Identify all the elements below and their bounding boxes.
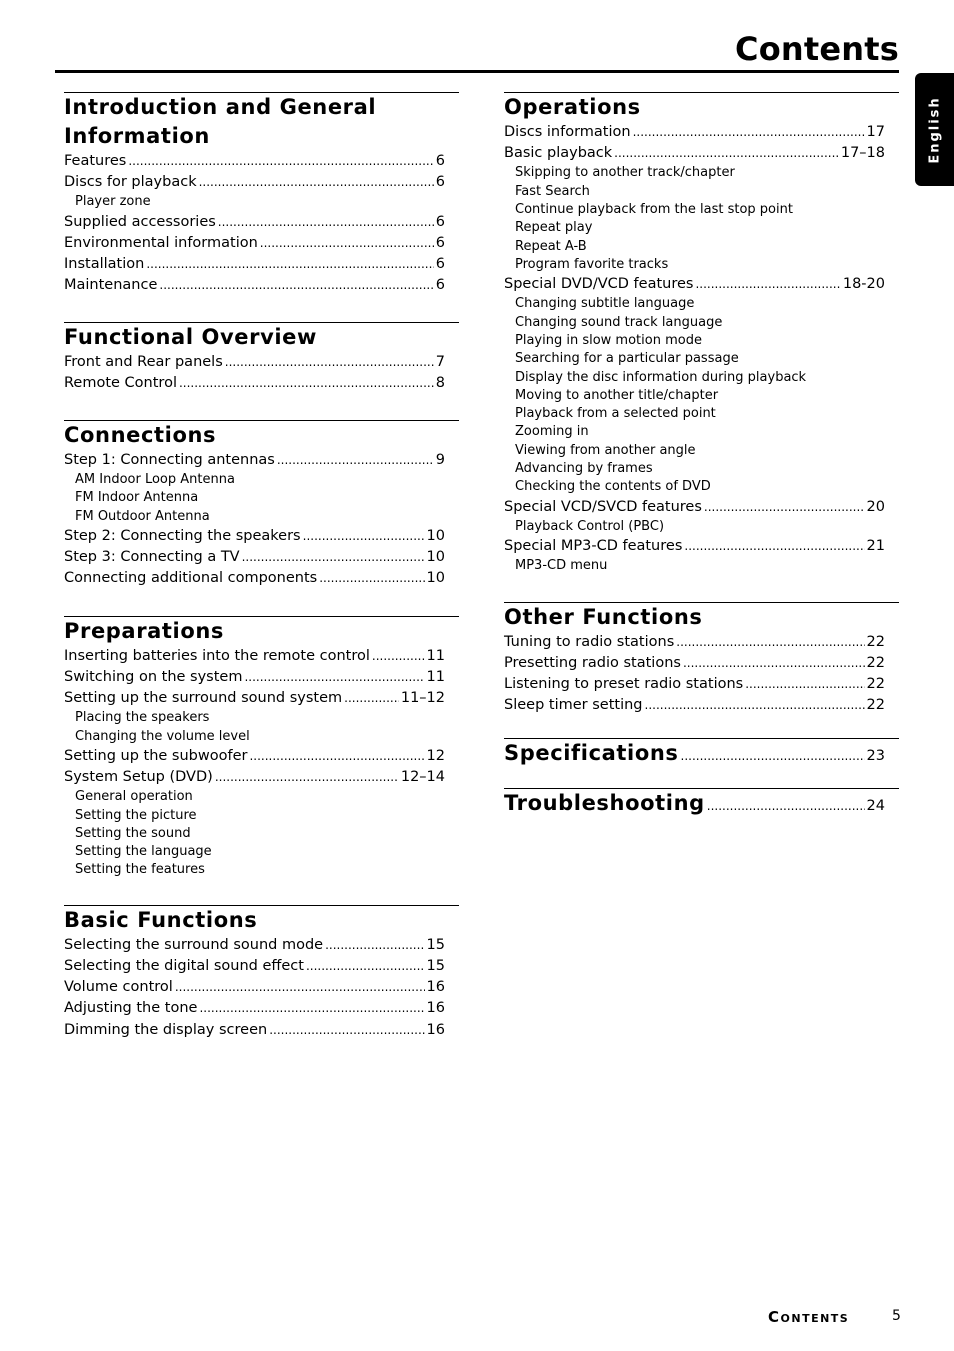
page-number: 22: [866, 697, 885, 714]
toc-subentry: Setting the picture: [75, 807, 197, 823]
dot-leader: [707, 799, 865, 813]
dot-leader: [244, 667, 424, 688]
entry-label: Presetting radio stations: [504, 654, 681, 671]
dot-leader: [684, 536, 864, 557]
entry-label: Connecting additional components: [64, 570, 318, 587]
toc-entry[interactable]: [64, 568, 445, 589]
footer-section-label: Contents: [768, 1308, 850, 1326]
dot-leader: [633, 122, 865, 143]
entry-label: Basic playback: [504, 145, 613, 162]
dot-leader: [249, 746, 424, 767]
toc-entry[interactable]: [64, 746, 445, 767]
dot-leader: [128, 151, 433, 172]
toc-subentry: Player zone: [75, 194, 151, 210]
toc-entry[interactable]: [504, 653, 885, 674]
entry-label: Selecting the digital sound effect: [64, 957, 304, 974]
dot-leader: [199, 998, 424, 1019]
toc-subentry: Playback Control (PBC): [515, 518, 665, 534]
entry-label: Special MP3-CD features: [504, 538, 683, 555]
toc-entry[interactable]: [504, 274, 885, 295]
section-heading: Connections: [64, 422, 217, 447]
page-number: 7: [435, 353, 445, 370]
page-number: 11: [426, 647, 445, 664]
toc-section-functional-overview: [64, 322, 459, 394]
page-number: 6: [435, 256, 445, 273]
toc-section-introduction-and-general-information: [64, 92, 459, 297]
page-number: 16: [426, 979, 445, 996]
entry-label: Step 3: Connecting a TV: [64, 549, 240, 566]
page-number: 22: [866, 654, 885, 671]
toc-entry[interactable]: [504, 497, 885, 518]
page-number: 20: [866, 498, 885, 515]
toc-section-basic-functions: [64, 905, 459, 1041]
page-number: 17–18: [840, 145, 885, 162]
toc-subentry: Changing subtitle language: [515, 296, 695, 312]
toc-entry[interactable]: [64, 151, 445, 172]
toc-entry[interactable]: [64, 212, 445, 233]
toc-subentry: Skipping to another track/chapter: [515, 165, 735, 181]
entry-label: Special DVD/VCD features: [504, 276, 694, 293]
toc-subentry: Repeat play: [515, 220, 593, 236]
toc-subentry: Fast Search: [515, 183, 590, 199]
entry-label: Tuning to radio stations: [504, 633, 675, 650]
dot-leader: [175, 977, 425, 998]
page-number: 16: [426, 1021, 445, 1038]
entry-label: Features: [64, 153, 127, 169]
page-number: 22: [866, 676, 885, 693]
dot-leader: [372, 646, 425, 667]
toc-subentry: Advancing by frames: [515, 461, 653, 477]
entry-label: Setting up the surround sound system: [64, 690, 343, 707]
dot-leader: [242, 547, 425, 568]
toc-subentry: Program favorite tracks: [515, 256, 669, 272]
section-heading: Introduction and General Information: [64, 95, 377, 148]
entry-label: Adjusting the tone: [64, 1000, 198, 1017]
toc-entry[interactable]: [64, 998, 445, 1019]
toc-entry[interactable]: [64, 275, 445, 296]
toc-entry[interactable]: [64, 935, 445, 956]
toc-entry[interactable]: [64, 646, 445, 667]
toc-subentry: General operation: [75, 789, 193, 805]
toc-subentry: Setting the language: [75, 844, 212, 860]
section-heading: Troubleshooting: [504, 791, 705, 816]
page-number: 6: [435, 277, 445, 294]
dot-leader: [159, 275, 433, 296]
entry-label: Environmental information: [64, 234, 258, 251]
dot-leader: [269, 1020, 424, 1041]
toc-entry[interactable]: [64, 688, 445, 709]
page-number: 10: [426, 528, 445, 545]
dot-leader: [277, 450, 434, 471]
toc-subentry: Placing the speakers: [75, 710, 210, 726]
entry-label: Listening to preset radio stations: [504, 676, 744, 693]
section-heading: Preparations: [64, 618, 225, 643]
toc-subentry: Checking the contents of DVD: [515, 479, 711, 495]
toc-subentry: Zooming in: [515, 424, 589, 440]
page-number: 6: [435, 153, 445, 169]
toc-entry[interactable]: [504, 674, 885, 695]
entry-label: Volume control: [64, 979, 173, 996]
toc-entry[interactable]: [64, 667, 445, 688]
page-number: 8: [435, 374, 445, 391]
toc-left-column: [64, 92, 459, 1041]
toc-subentry: AM Indoor Loop Antenna: [75, 472, 235, 488]
toc-entry[interactable]: [504, 143, 885, 164]
dot-leader: [225, 352, 434, 373]
toc-entry[interactable]: [504, 695, 885, 716]
toc-subentry: Moving to another title/chapter: [515, 387, 719, 403]
language-tab: [915, 73, 954, 186]
page-number: 12–14: [400, 769, 445, 786]
dot-leader: [614, 143, 839, 164]
page-number: 24: [866, 798, 885, 815]
entry-label: Setting up the subwoofer: [64, 747, 248, 764]
toc-subentry: Searching for a particular passage: [515, 351, 739, 367]
section-heading: Operations: [504, 95, 641, 119]
dot-leader: [704, 497, 865, 518]
page-number: 18-20: [842, 276, 885, 293]
page-number: 21: [866, 538, 885, 555]
page-number: 12: [426, 747, 445, 764]
dot-leader: [645, 695, 865, 716]
toc-right-column: [504, 92, 899, 818]
language-tab-label: English: [927, 95, 942, 164]
entry-label: Step 1: Connecting antennas: [64, 451, 275, 468]
toc-entry[interactable]: [64, 526, 445, 547]
dot-leader: [695, 274, 840, 295]
dot-leader: [325, 935, 424, 956]
toc-section-troubleshooting: [504, 788, 899, 818]
page-number: 11: [426, 668, 445, 685]
toc-subentry: Display the disc information during playback: [515, 369, 807, 385]
entry-label: Discs for playback: [64, 174, 197, 191]
page-number: 11–12: [400, 690, 445, 707]
toc-section-entry[interactable]: [504, 789, 885, 818]
page-title: Contents: [735, 30, 899, 68]
page-number: 15: [426, 957, 445, 974]
toc-entry[interactable]: [64, 956, 445, 977]
entry-label: Discs information: [504, 124, 631, 140]
entry-label: Sleep timer setting: [504, 697, 643, 714]
page-number: 10: [426, 570, 445, 587]
toc-subentry: Setting the features: [75, 862, 205, 878]
entry-label: Maintenance: [64, 277, 158, 294]
toc-section-other-functions: [504, 602, 899, 717]
toc-subentry: Playing in slow motion mode: [515, 332, 702, 348]
toc-subentry: Viewing from another angle: [515, 442, 696, 458]
toc-entry[interactable]: [64, 1020, 445, 1041]
toc-entry[interactable]: [64, 254, 445, 275]
entry-label: Installation: [64, 256, 145, 273]
toc-entry[interactable]: [64, 373, 445, 394]
page-number: 6: [435, 174, 445, 191]
toc-entry[interactable]: [64, 233, 445, 254]
toc-entry[interactable]: [504, 122, 885, 143]
toc-subentry: Continue playback from the last stop point: [515, 202, 793, 217]
dot-leader: [681, 749, 865, 763]
section-heading: Functional Overview: [64, 324, 318, 349]
entry-label: Switching on the system: [64, 668, 243, 685]
page-number: 10: [426, 549, 445, 566]
page-number: 15: [426, 936, 445, 953]
toc-entry[interactable]: [64, 172, 445, 193]
entry-label: Front and Rear panels: [64, 353, 223, 370]
toc-subentry: FM Outdoor Antenna: [75, 508, 210, 524]
dot-leader: [683, 653, 865, 674]
dot-leader: [319, 568, 424, 589]
toc-section-connections: [64, 420, 459, 590]
toc-subentry: Changing sound track language: [515, 314, 723, 330]
entry-label: System Setup (DVD): [64, 769, 213, 786]
entry-label: Selecting the surround sound mode: [64, 936, 324, 953]
footer-page-number: 5: [892, 1308, 901, 1324]
toc-entry[interactable]: [64, 450, 445, 471]
toc-subentry: FM Indoor Antenna: [75, 490, 199, 506]
entry-label: Dimming the display screen: [64, 1021, 268, 1038]
dot-leader: [215, 767, 399, 788]
page-number: 22: [866, 633, 885, 650]
toc-subentry: Repeat A-B: [515, 238, 587, 254]
dot-leader: [218, 212, 434, 233]
toc-section-operations: [504, 92, 899, 576]
toc-subentry: Setting the sound: [75, 825, 191, 841]
page-number: 9: [435, 451, 445, 468]
page-number: 6: [435, 234, 445, 251]
toc-subentry: Playback from a selected point: [515, 406, 716, 422]
entry-label: Special VCD/SVCD features: [504, 498, 702, 515]
dot-leader: [745, 674, 864, 695]
toc-entry[interactable]: [64, 767, 445, 788]
dot-leader: [199, 172, 434, 193]
toc-entry[interactable]: [64, 352, 445, 373]
toc-entry[interactable]: [504, 536, 885, 557]
dot-leader: [306, 956, 425, 977]
toc-entry[interactable]: [64, 547, 445, 568]
dot-leader: [260, 233, 434, 254]
dot-leader: [676, 632, 864, 653]
entry-label: Step 2: Connecting the speakers: [64, 528, 301, 545]
dot-leader: [146, 254, 433, 275]
toc-section-specifications: [504, 738, 899, 768]
section-heading: Other Functions: [504, 604, 703, 629]
toc-entry[interactable]: [504, 632, 885, 653]
toc-entry[interactable]: [64, 977, 445, 998]
dot-leader: [303, 526, 425, 547]
page-number: 17: [866, 124, 885, 140]
page-number: 23: [866, 748, 885, 765]
toc-section-entry[interactable]: [504, 739, 885, 768]
toc-subentry: MP3-CD menu: [515, 558, 608, 574]
dot-leader: [179, 373, 434, 394]
entry-label: Inserting batteries into the remote control: [64, 647, 370, 664]
toc-section-preparations: [64, 616, 459, 880]
entry-label: Remote Control: [64, 374, 177, 391]
dot-leader: [344, 688, 399, 709]
section-heading: Specifications: [504, 741, 679, 766]
page-number: 16: [426, 1000, 445, 1017]
section-heading: Basic Functions: [64, 907, 258, 932]
page-number: 6: [435, 213, 445, 230]
toc-subentry: Changing the volume level: [75, 728, 250, 744]
title-rule: [55, 70, 899, 73]
entry-label: Supplied accessories: [64, 213, 216, 230]
